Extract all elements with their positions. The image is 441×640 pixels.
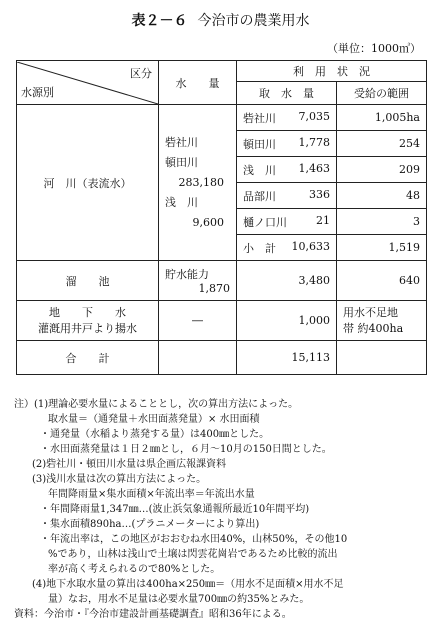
river-row-amount: 21 (316, 213, 330, 227)
header-diagonal-cell (17, 61, 159, 105)
river-row-amount: 7,035 (298, 109, 330, 123)
total-amount: 15,113 (237, 341, 337, 375)
river-row (237, 209, 337, 235)
ground-label-2: 灌漑用井戸より揚水 (38, 321, 137, 335)
pond-capacity: 1,870 (198, 282, 230, 295)
note-line: ・通発量（水稲より蒸発する量）は400㎜とした。 (40, 429, 270, 440)
note-line: 年間降雨量×集水面積×年流出率＝年流出水量 (48, 489, 255, 500)
note-line: ・年間降雨量1,347㎜…(波止浜気象通報所最近10年間平均) (40, 504, 310, 515)
ground-range-2: 帯 約400ha (343, 321, 404, 335)
ground-range-1: 用水不足地 (343, 305, 398, 319)
header-kubun: 区分 (130, 66, 152, 80)
note-line: 量）なお，用水不足量は必要水量700㎜の約35%とみた。 (48, 594, 310, 605)
ground-amount: 1,000 (237, 301, 337, 341)
river-volume-1: 283,180 (178, 175, 224, 189)
river-row-name: 浅 川 (243, 163, 276, 177)
river-row-amount: 336 (309, 187, 330, 201)
river-volume-cell (159, 105, 237, 261)
notes (14, 397, 432, 622)
note-line: (4)地下水取水量の算出は400ha×250㎜＝（用水不足面積×用水不足 (32, 579, 344, 590)
ground-label-cell (17, 301, 159, 341)
note-line: ・年流出率は，この地区がおおむね水田40%，山林50%，その他10 (40, 534, 348, 545)
note-line: %であり，山林は浅山で土壌は閃雲花崗岩であるため比較的流出 (48, 549, 338, 560)
river-row (237, 131, 337, 157)
ground-volume: ― (159, 301, 237, 341)
river-row-name: 砦社川 (243, 111, 276, 125)
pond-amount: 3,480 (237, 261, 337, 301)
river-row-range: 209 (337, 157, 427, 183)
header-shusuiryo: 取 水 量 (237, 82, 337, 105)
river-label: 河 川（表流水） (17, 105, 159, 261)
river-row-name: 品部川 (243, 189, 276, 203)
header-suigenbetsu: 水源別 (21, 85, 54, 99)
pond-range: 640 (337, 261, 427, 301)
pond-label: 溜 池 (17, 261, 159, 301)
header-suiryo: 水 量 (159, 61, 237, 105)
river-row-range: 1,005ha (337, 105, 427, 131)
river-subtotal-range: 1,519 (337, 235, 427, 261)
pond-capacity-label: 貯水能力 (165, 268, 209, 281)
river-row (237, 105, 337, 131)
river-row (237, 157, 337, 183)
river-name-3: 浅 川 (165, 195, 198, 209)
note-line: (3)浅川水量は次の算出方法によった。 (32, 474, 207, 485)
river-name-2: 頓田川 (165, 155, 198, 169)
note-line: 取水量＝（通発量＋水田面蒸発量）× 水田面積 (48, 414, 260, 425)
total-empty-cell-2 (337, 341, 427, 375)
pond-volume-cell (159, 261, 237, 301)
water-table (16, 60, 427, 375)
river-subtotal-amount: 10,633 (291, 239, 330, 253)
river-row (237, 183, 337, 209)
river-volume-2: 9,600 (192, 215, 224, 229)
total-empty-cell (159, 341, 237, 375)
unit-label: （単位：1000㎥） (327, 42, 421, 55)
table-title (0, 10, 441, 30)
table-title-text: 今治市の農業用水 (197, 13, 310, 29)
river-row-range: 254 (337, 131, 427, 157)
river-subtotal-label: 小 計 (243, 241, 276, 255)
river-row-name: 樋ノ口川 (243, 215, 287, 229)
river-row-amount: 1,778 (298, 135, 330, 149)
total-label: 合 計 (17, 341, 159, 375)
table-number: 表２－６ (131, 13, 188, 29)
note-line: 注）(1)理論必要水量によることとし，次の算出方法によった。 (14, 399, 299, 410)
river-row-range: 3 (337, 209, 427, 235)
note-line: (2)砦社川・頓田川水量は県企画広報課資料 (32, 459, 227, 470)
note-source: 資料：今治市・『今治市建設計画基礎調査』昭和36年による。 (14, 609, 292, 620)
river-row-name: 頓田川 (243, 137, 276, 151)
ground-label-1: 地 下 水 (49, 305, 126, 319)
header-kyukyu-hanni: 受給の範囲 (337, 82, 427, 105)
river-subtotal-row (237, 235, 337, 261)
header-riyo-jokyo: 利 用 状 況 (237, 61, 427, 82)
ground-range-cell (337, 301, 427, 341)
river-row-amount: 1,463 (298, 161, 330, 175)
note-line: ・集水面積890ha…(プラニメーターにより算出) (40, 519, 260, 530)
river-row-range: 48 (337, 183, 427, 209)
river-name-1: 砦社川 (165, 135, 198, 149)
note-line: ・水田面蒸発量は１日２㎜とし，６月～10月の150日間とした。 (40, 444, 332, 455)
note-line: 率が高く考えられるので80%とした。 (48, 564, 221, 575)
